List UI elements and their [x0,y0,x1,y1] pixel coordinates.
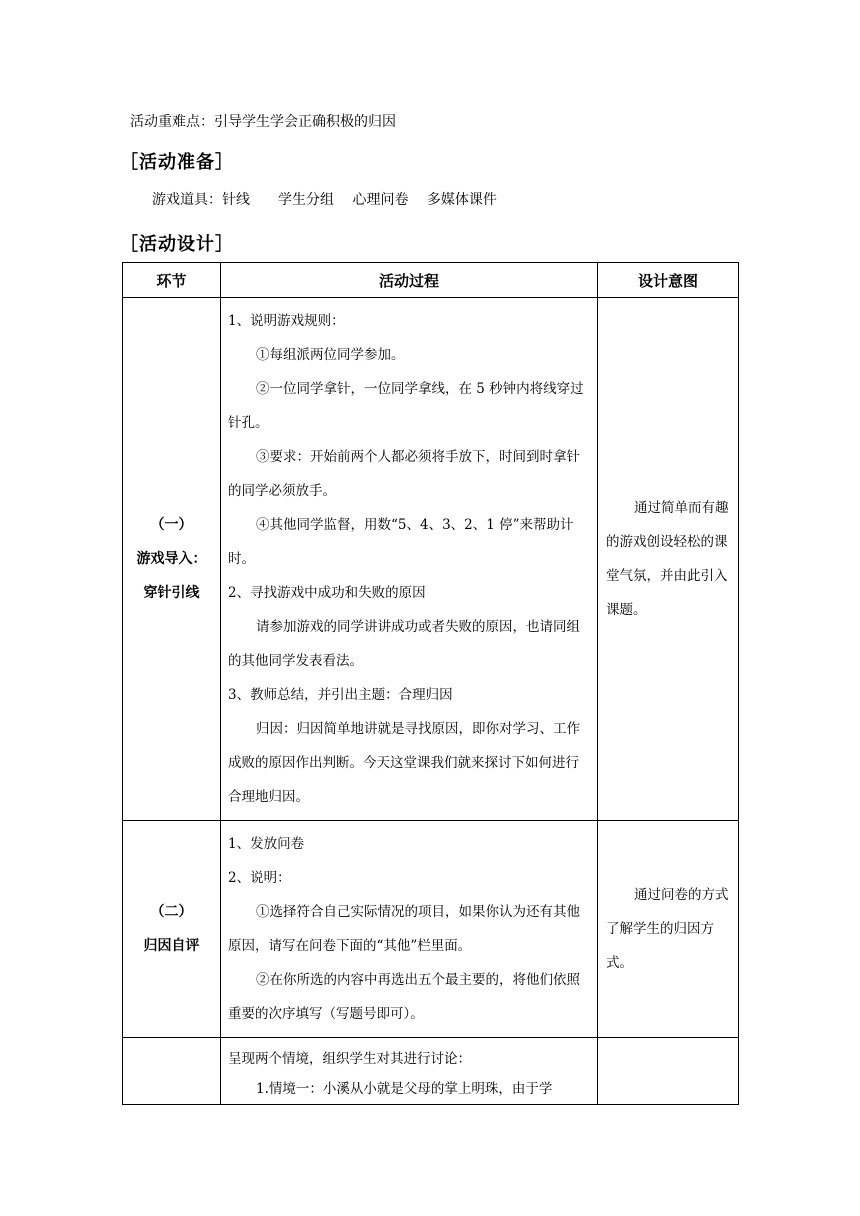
process-line: ①每组派两位同学参加。 [256,347,405,363]
header-intent: 设计意图 [598,263,739,298]
process-cell [221,1038,598,1105]
stage-line: （二） [150,904,193,920]
table-row [123,1038,739,1105]
key-difficulty-line: 活动重难点：引导学生学会正确积极的归因 [130,114,396,130]
table-row [123,821,739,1038]
header-stage: 环节 [123,263,221,298]
process-line: 2、寻找游戏中成功和失败的原因 [228,585,426,601]
stage-line: 归因自评 [143,938,200,954]
intent-cell: 通过问卷的方式了解学生的归因方式。 [598,821,739,1038]
prep-heading: ［活动准备］ [120,152,234,173]
stage-line: （一） [150,517,193,533]
process-line: 1.情境一：小溪从小就是父母的掌上明珠，由于学 [256,1081,553,1097]
table-header-row [123,263,739,298]
header-process: 活动过程 [221,263,598,298]
stage-line: 游戏导入： [136,551,207,567]
prep-text: 游戏道具：针线 学生分组 心理问卷 多媒体课件 [152,192,497,208]
activity-design-table [122,262,739,1105]
design-heading: ［活动设计］ [120,234,234,255]
process-line: 呈现两个情境，组织学生对其进行讨论： [228,1051,471,1067]
process-line: ②在你所选的内容中再选出五个最主要的，将他们依照重要的次序填写（写题号即可）。 [228,972,580,1022]
stage-cell [123,298,221,821]
process-line: ④其他同学监督，用数“5、4、3、2、1 停”来帮助计时。 [228,517,574,567]
process-line: 请参加游戏的同学讲讲成功或者失败的原因，也请同组的其他同学发表看法。 [228,619,580,669]
stage-cell [123,821,221,1038]
process-line: 归因：归因简单地讲就是寻找原因，即你对学习、工作成败的原因作出判断。今天这堂课我们就来探讨下如何进行合理地归因。 [228,721,580,805]
process-line: ①选择符合自己实际情况的项目，如果你认为还有其他原因，请写在问卷下面的“其他”栏里面。 [228,904,580,954]
process-line: 2、说明： [228,870,291,886]
process-line: ③要求：开始前两个人都必须将手放下，时间到时拿针的同学必须放手。 [228,449,580,499]
process-cell [221,821,598,1038]
process-line: 3、教师总结，并引出主题：合理归因 [228,687,453,703]
process-line: 1、说明游戏规则： [228,313,345,329]
intent-cell: 通过简单而有趣的游戏创设轻松的课堂气氛，并由此引入课题。 [598,298,739,821]
stage-line: 穿针引线 [143,585,200,601]
stage-cell [123,1038,221,1105]
process-cell [221,298,598,821]
process-line: 1、发放问卷 [228,836,305,852]
process-line: ②一位同学拿针，一位同学拿线，在 5 秒钟内将线穿过针孔。 [228,381,584,431]
table-row [123,298,739,821]
intent-cell [598,1038,739,1105]
